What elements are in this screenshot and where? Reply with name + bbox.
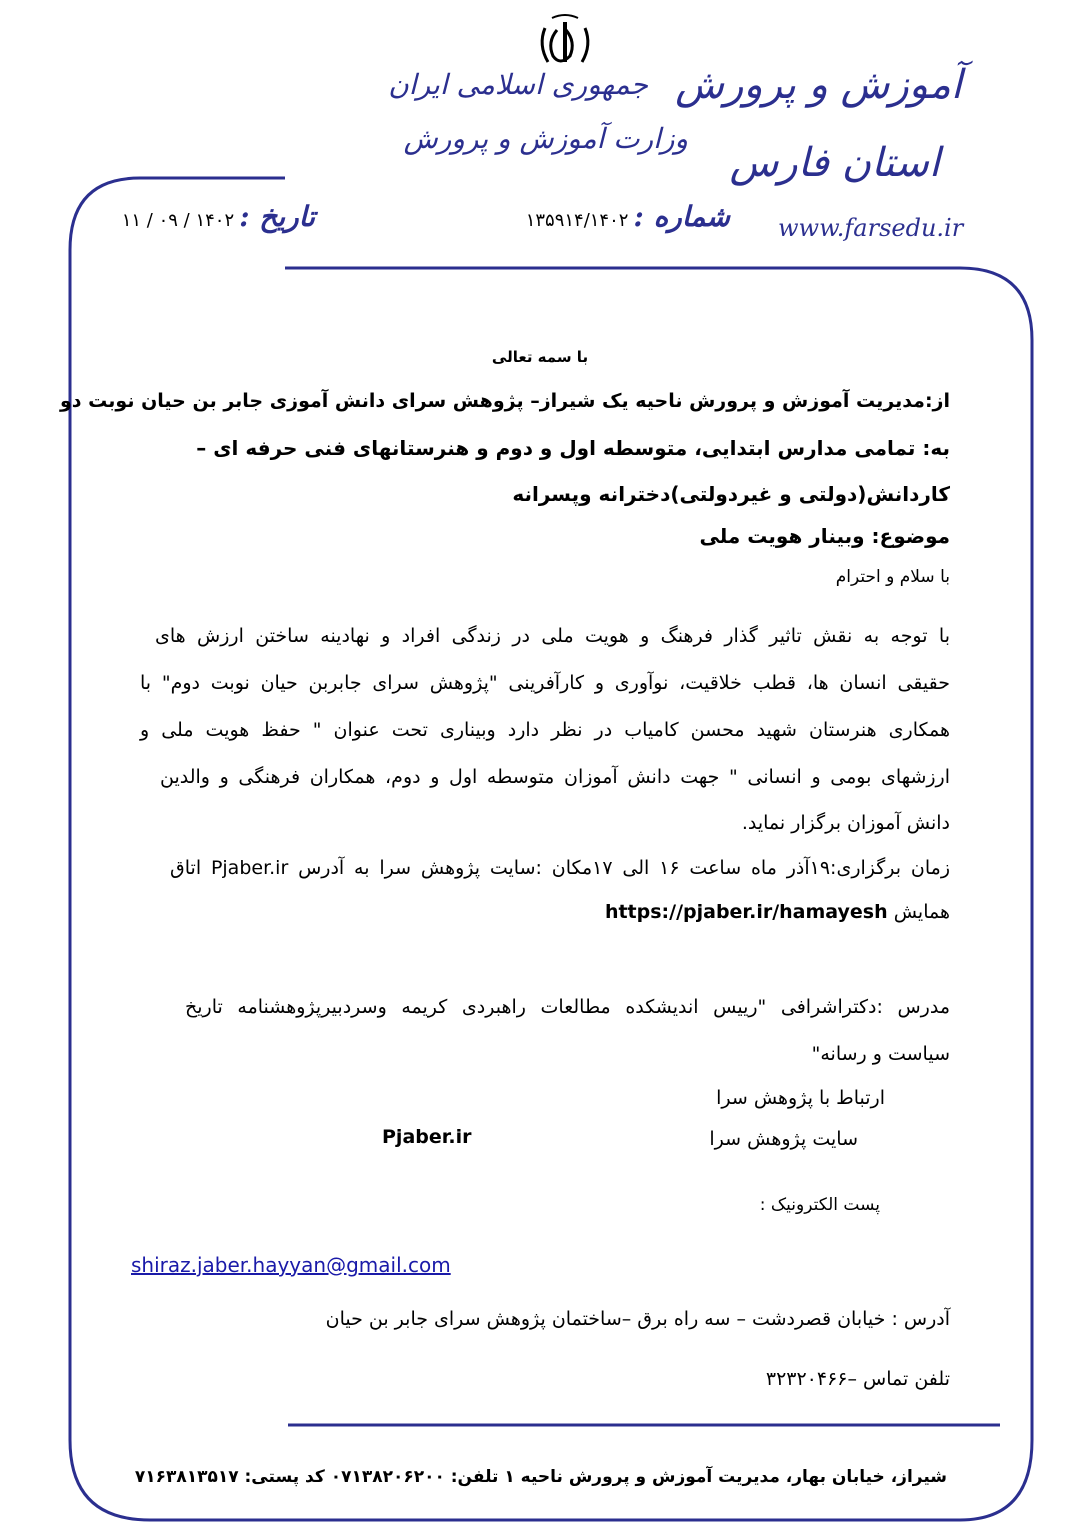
- paragraph-line-1: با توجه به نقش تاثیر گذار فرهنگ و هویت ملی در زندگی افراد و نهادینه ساختن ارزش های: [155, 625, 950, 647]
- phone-line: تلفن تماس –۳۲۳۲۰۴۶۶: [765, 1368, 950, 1390]
- lecturer-line-2: سیاست و رسانه": [811, 1043, 950, 1065]
- paragraph-line-2: حقیقی انسان ها، قطب خلاقیت، نوآوری و کارآفرینی "پژوهش سرای جابربن حیان نوبت دوم" با: [140, 672, 950, 694]
- event-time-line: زمان برگزاری:۱۹آذر ماه ساعت ۱۶ الی ۱۷مکان :سایت پژوهش سرا به آدرس Pjaber.ir اتاق: [170, 857, 950, 879]
- from-line: از:مدیریت آموزش و پرورش ناحیه یک شیراز– پژوهش سرای دانش آموزی جابر بن حیان نوبت دو: [59, 390, 950, 412]
- to-line-1: به: تمامی مدارس ابتدایی، متوسطه اول و دوم و هنرستانهای فنی حرفه ای –: [196, 436, 950, 460]
- date-label: تاریخ :: [239, 200, 315, 233]
- lecturer-line-1: مدرس :دکتراشرافی "رییس اندیشکده مطالعات راهبردی کریمه وسردبیرپژوهشنامه تاریخ: [185, 996, 950, 1018]
- contact-title: ارتباط با پژوهش سرا: [716, 1087, 885, 1109]
- ministry-title: آموزش و پرورش: [675, 62, 962, 108]
- event-hall-line: [605, 901, 950, 923]
- paragraph-line-3: همکاری هنرستان شهید محسن کامیاب در نظر دارد وبیناری تحت عنوان " حفظ هویت ملی و: [140, 719, 950, 741]
- paragraph-line-5: دانش آموزان برگزار نماید.: [741, 812, 950, 834]
- address-line: آدرس : خیابان قصردشت – سه راه برق –ساختمان پژوهش سرای جابر بن حیان: [325, 1308, 950, 1330]
- frame-top-curve: [70, 178, 285, 1520]
- letter-number: [526, 200, 730, 233]
- ministry-subtitle: وزارت آموزش و پرورش: [403, 122, 688, 155]
- to-line-2: کاردانش(دولتی و غیردولتی)دخترانه وپسرانه: [512, 482, 950, 506]
- email-link[interactable]: shiraz.jaber.hayyan@gmail.com: [131, 1253, 451, 1277]
- number-label: شماره :: [633, 200, 730, 233]
- website: www.farsedu.ir: [778, 214, 964, 242]
- invocation: با سمه تعالی: [491, 348, 589, 366]
- republic-title: جمهوری اسلامی ایران: [388, 68, 648, 101]
- iran-emblem-icon: [542, 15, 588, 62]
- subject-line: موضوع: وبینار هویت ملی: [699, 524, 950, 548]
- letter-date: [122, 200, 315, 233]
- site-value: Pjaber.ir: [382, 1126, 472, 1148]
- hall-word: همایش: [893, 901, 950, 923]
- email-label: پست الکترونیک :: [759, 1195, 880, 1215]
- number-value: ۱۳۵۹۱۴/۱۴۰۲: [525, 210, 629, 231]
- greeting: با سلام و احترام: [835, 567, 950, 587]
- date-value: ۱۴۰۲ / ۰۹ / ۱۱: [121, 210, 235, 231]
- site-label: سایت پژوهش سرا: [709, 1128, 858, 1150]
- footer-address: شیراز، خیابان بهار، مدیریت آموزش و پرورش ناحیه ۱ تلفن: ۰۷۱۳۸۲۰۶۲۰۰ کد پستی: ۷۱۶۳۸۱۳۵۱۷: [134, 1467, 947, 1487]
- hall-url: https://pjaber.ir/hamayesh: [604, 901, 888, 923]
- paragraph-line-4: ارزشهای بومی و انسانی " جهت دانش آموزان متوسطه اول و دوم، همکاران فرهنگی و والدین: [160, 766, 950, 788]
- province-title: استان فارس: [729, 140, 940, 186]
